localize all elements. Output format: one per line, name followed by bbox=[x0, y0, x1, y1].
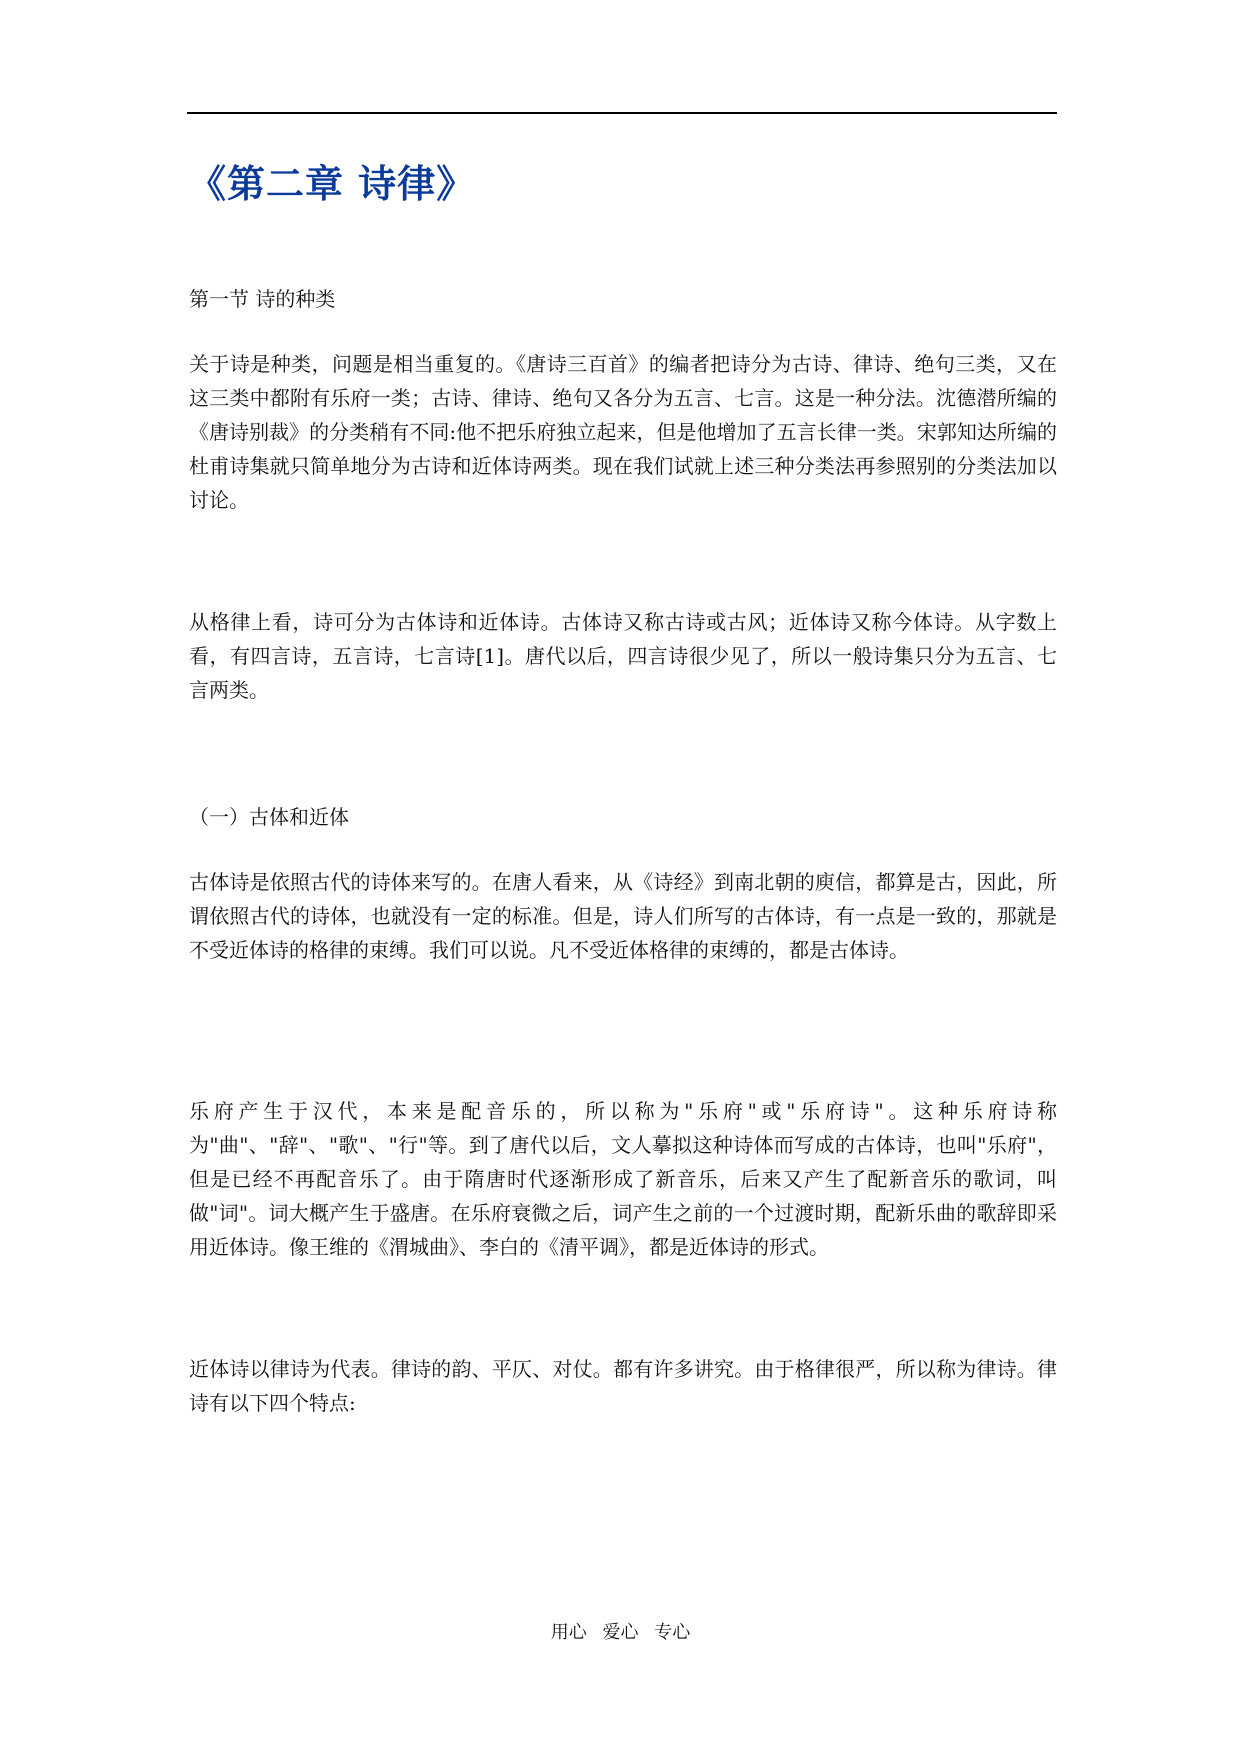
page-footer: 用心 爱心 专心 bbox=[550, 1622, 691, 1643]
paragraph: 关于诗是种类，问题是相当重复的。《唐诗三百首》的编者把诗分为古诗、律诗、绝句三类，又在这三类中都附有乐府一类；古诗、律诗、绝句又各分为五言、七言。这是一种分法。沈德潜所编的《唐诗别裁》的分类稍有不同:他不把乐府独立起来，但是他增加了五言长律一类。宋郭知达所编的杜甫诗集就只简单地分为古诗和近体诗两类。现在我们试就上述三种分类法再参照别的分类法加以讨论。 bbox=[189, 352, 1057, 512]
header-rule bbox=[187, 112, 1057, 114]
paragraph: 近体诗以律诗为代表。律诗的韵、平仄、对仗。都有许多讲究。由于格律很严，所以称为律诗。律诗有以下四个特点: bbox=[189, 1357, 1057, 1415]
section-heading: 第一节 诗的种类 bbox=[189, 287, 336, 311]
paragraph: 乐府产生于汉代，本来是配音乐的，所以称为"乐府"或"乐府诗"。这种乐府诗称为"曲"、"辞"、"歌"、"行"等。到了唐代以后，文人摹拟这种诗体而写成的古体诗，也叫"乐府"，但是已经不再配音乐了。由于隋唐时代逐渐形成了新音乐，后来又产生了配新音乐的歌词，叫做"词"。词大概产生于盛唐。在乐府衰微之后，词产生之前的一个过渡时期，配新乐曲的歌辞即采用近体诗。像王维的《渭城曲》、李白的《清平调》，都是近体诗的形式。 bbox=[189, 1099, 1057, 1259]
paragraph: 古体诗是依照古代的诗体来写的。在唐人看来，从《诗经》到南北朝的庾信，都算是古，因此，所谓依照古代的诗体，也就没有一定的标准。但是，诗人们所写的古体诗，有一点是一致的，那就是不受近体诗的格律的束缚。我们可以说。凡不受近体格律的束缚的，都是古体诗。 bbox=[189, 870, 1057, 962]
paragraph: 从格律上看，诗可分为古体诗和近体诗。古体诗又称古诗或古风；近体诗又称今体诗。从字数上看，有四言诗，五言诗，七言诗[1]。唐代以后，四言诗很少见了，所以一般诗集只分为五言、七言两类。 bbox=[189, 610, 1057, 702]
subsection-heading: （一）古体和近体 bbox=[189, 805, 349, 829]
chapter-title: 《第二章 诗律》 bbox=[188, 161, 476, 206]
